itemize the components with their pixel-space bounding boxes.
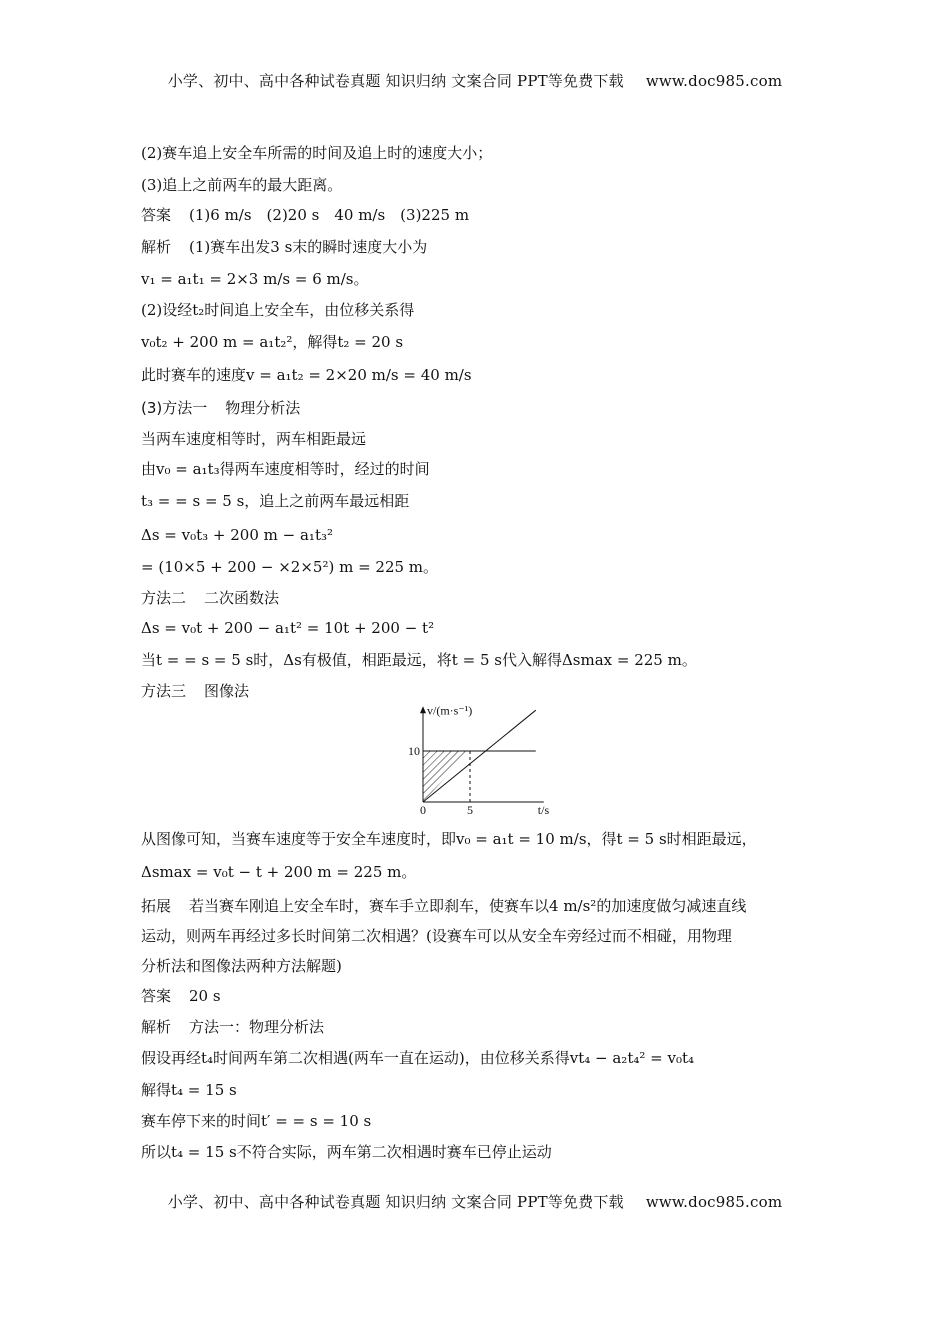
extension-line bbox=[141, 896, 746, 916]
formula-line: v₀t₂ + 200 m = a₁t₂²，解得t₂ = 20 s bbox=[141, 333, 404, 351]
formula-line: = (10×5 + 200 − ×2×5²) m = 225 m。 bbox=[141, 558, 439, 576]
formula-line: t₃ = = s = 5 s，追上之前两车最远相距 bbox=[141, 492, 410, 510]
formula-line: 解得t₄ = 15 s bbox=[141, 1081, 237, 1099]
page-footer bbox=[0, 1191, 950, 1212]
text-line: (2)赛车追上安全车所需的时间及追上时的速度大小； bbox=[141, 144, 493, 162]
method-text: 二次函数法 bbox=[204, 589, 280, 607]
method-text: 图像法 bbox=[204, 682, 250, 700]
formula-line: v₁ = a₁t₁ = 2×3 m/s = 6 m/s。 bbox=[141, 270, 369, 288]
answer-text: (1)6 m/s (2)20 s 40 m/s (3)225 m bbox=[189, 206, 470, 224]
text-line: 分析法和图像法两种方法解题) bbox=[141, 957, 342, 975]
text-line: (2)设经t₂时间追上安全车，由位移关系得 bbox=[141, 301, 415, 319]
text-line: 由v₀ = a₁t₃得两车速度相等时，经过的时间 bbox=[141, 460, 430, 478]
method-text: 物理分析法 bbox=[225, 399, 301, 417]
text-line: (3)追上之前两车的最大距离。 bbox=[141, 176, 343, 194]
answer-text: 20 s bbox=[189, 987, 221, 1005]
method-tag: 方法三 bbox=[141, 682, 187, 700]
formula-line: Δs = v₀t₃ + 200 m − a₁t₃² bbox=[141, 526, 334, 544]
analysis-text: (1)赛车出发3 s末的瞬时速度大小为 bbox=[189, 238, 428, 256]
text-line: 从图像可知，当赛车速度等于安全车速度时，即v₀ = a₁t = 10 m/s，得t = 5 s时相距最远， bbox=[141, 830, 757, 848]
text-line: 所以t₄ = 15 s不符合实际，两车第二次相遇时赛车已停止运动 bbox=[141, 1143, 552, 1161]
text-line: 当两车速度相等时，两车相距最远 bbox=[141, 430, 367, 448]
text-line: 当t = = s = 5 s时，Δs有极值，相距最远，将t = 5 s代入解得Δsmax = 225 m。 bbox=[141, 651, 697, 669]
answer-line bbox=[141, 205, 469, 225]
method-line bbox=[141, 398, 300, 418]
answer-tag: 答案 bbox=[141, 987, 172, 1005]
y-tick-label-10: 10 bbox=[408, 744, 420, 758]
y-axis-arrow bbox=[420, 706, 426, 713]
analysis-text: 方法一：物理分析法 bbox=[189, 1018, 325, 1036]
header-url[interactable]: www.doc985.com bbox=[645, 72, 783, 90]
x-tick-label-5: 5 bbox=[467, 803, 473, 817]
method-line bbox=[141, 681, 249, 701]
x-tick-label-0: 0 bbox=[420, 803, 426, 817]
x-axis-label: t/s bbox=[537, 803, 550, 817]
answer-tag: 答案 bbox=[141, 206, 172, 224]
text-line: 运动，则两车再经过多长时间第二次相遇？(设赛车可以从安全车旁经过而不相碰，用物理 bbox=[141, 927, 732, 945]
page-header bbox=[0, 70, 950, 91]
analysis-tag: 解析 bbox=[141, 238, 172, 256]
formula-line: Δs = v₀t + 200 − a₁t² = 10t + 200 − t² bbox=[141, 619, 435, 637]
analysis-line bbox=[141, 1017, 324, 1037]
formula-line: 赛车停下来的时间t′ = = s = 10 s bbox=[141, 1112, 372, 1130]
analysis-tag: 解析 bbox=[141, 1018, 172, 1036]
method-tag: 方法二 bbox=[141, 589, 187, 607]
shaded-area bbox=[423, 751, 470, 802]
extension-text: 若当赛车刚追上安全车时，赛车手立即刹车，使赛车以4 m/s²的加速度做匀减速直线 bbox=[189, 897, 747, 915]
footer-text: 小学、初中、高中各种试卷真题 知识归纳 文案合同 PPT等免费下载 bbox=[167, 1193, 624, 1211]
y-axis-label: v/(m·s⁻¹) bbox=[427, 703, 473, 718]
analysis-line bbox=[141, 237, 427, 257]
header-text: 小学、初中、高中各种试卷真题 知识归纳 文案合同 PPT等免费下载 bbox=[167, 72, 624, 90]
formula-line: 此时赛车的速度v = a₁t₂ = 2×20 m/s = 40 m/s bbox=[141, 366, 472, 384]
velocity-time-chart bbox=[396, 700, 556, 820]
formula-line: Δsmax = v₀t − t + 200 m = 225 m。 bbox=[141, 863, 417, 881]
formula-line: 假设再经t₄时间两车第二次相遇(两车一直在运动)，由位移关系得vt₄ − a₂t₄² = v₀t₄ bbox=[141, 1049, 695, 1067]
extension-tag: 拓展 bbox=[141, 897, 172, 915]
method-line bbox=[141, 588, 279, 608]
method-tag: (3)方法一 bbox=[141, 399, 208, 417]
footer-url[interactable]: www.doc985.com bbox=[645, 1193, 783, 1211]
answer-line bbox=[141, 986, 221, 1006]
